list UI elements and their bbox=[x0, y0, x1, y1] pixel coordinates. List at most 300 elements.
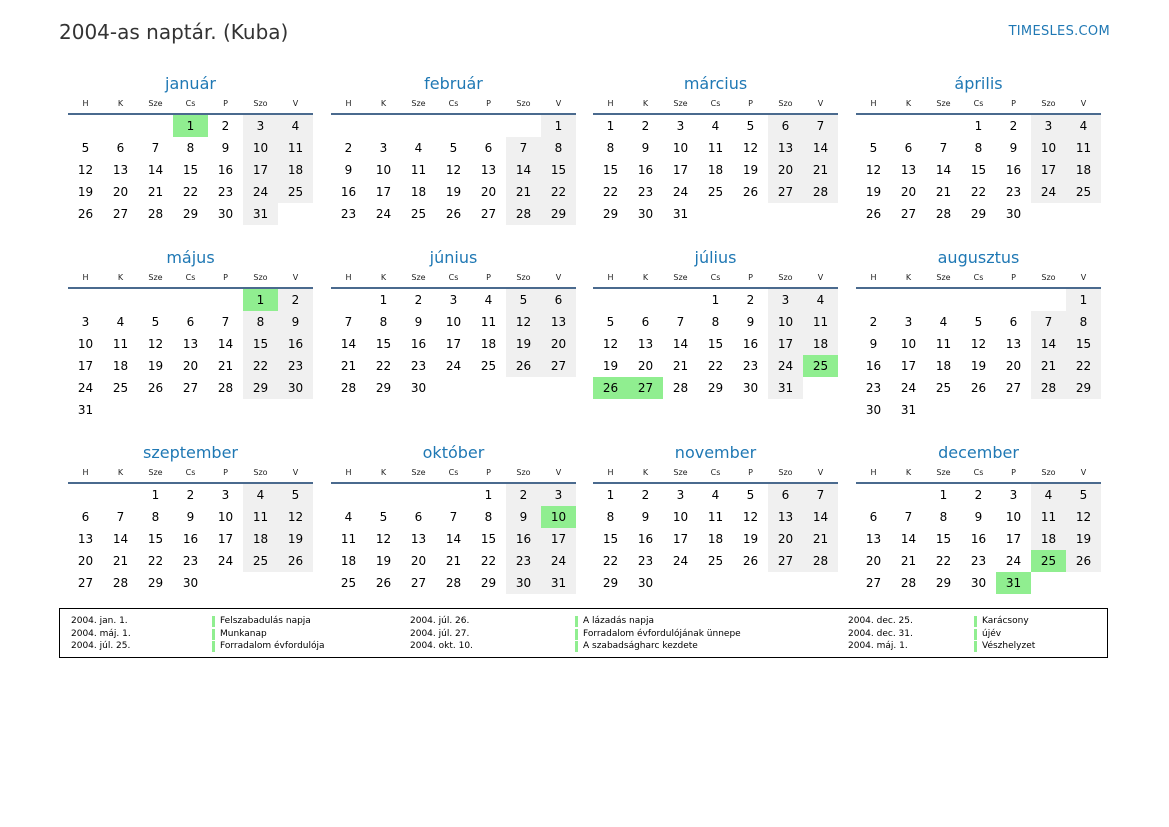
day-cell: 19 bbox=[742, 532, 759, 546]
weekday-label: K bbox=[117, 99, 124, 108]
day-cell: 14 bbox=[506, 159, 541, 181]
day-cell: 12 bbox=[278, 506, 313, 528]
day-cell: 15 bbox=[182, 163, 199, 177]
legend-holiday-name: A szabadságharc kezdete bbox=[583, 641, 698, 651]
day-cell: 8 bbox=[711, 315, 720, 329]
day-cell: 7 bbox=[151, 141, 160, 155]
day-cell: 20 bbox=[1005, 359, 1022, 373]
weekday-label: Szo bbox=[778, 99, 793, 108]
day-grid bbox=[331, 289, 576, 399]
day-cell: 14 bbox=[147, 163, 164, 177]
day-cell: 24 bbox=[900, 381, 917, 395]
empty-cell bbox=[891, 484, 926, 506]
month-name: január bbox=[165, 74, 216, 93]
day-cell: 23 bbox=[217, 185, 234, 199]
day-cell: 18 bbox=[707, 532, 724, 546]
month-name: november bbox=[674, 443, 757, 462]
day-cell: 16 bbox=[742, 337, 759, 351]
day-cell: 28 bbox=[1031, 377, 1066, 399]
day-cell: 7 bbox=[506, 137, 541, 159]
month-szeptember bbox=[68, 442, 313, 594]
day-cell: 18 bbox=[935, 359, 952, 373]
day-cell: 12 bbox=[147, 337, 164, 351]
month-name: április bbox=[954, 74, 1003, 93]
day-cell: 13 bbox=[768, 506, 803, 528]
day-cell: 25 bbox=[707, 554, 724, 568]
day-grid bbox=[856, 484, 1101, 594]
weekday-label: Cs bbox=[448, 99, 459, 108]
weekday-header bbox=[68, 95, 313, 115]
day-cell: 21 bbox=[445, 554, 462, 568]
month-április bbox=[856, 73, 1101, 225]
day-cell: 22 bbox=[707, 359, 724, 373]
day-cell: 1 bbox=[484, 488, 493, 502]
day-cell: 10 bbox=[243, 137, 278, 159]
day-cell: 22 bbox=[970, 185, 987, 199]
legend-holiday-name: újév bbox=[982, 628, 1002, 639]
month-name: június bbox=[429, 248, 478, 267]
day-cell: 15 bbox=[970, 163, 987, 177]
month-name: október bbox=[422, 443, 485, 462]
legend-holiday-name: Forradalom évfordulójának ünnepe bbox=[583, 628, 741, 639]
weekday-label: Sze bbox=[936, 273, 951, 282]
empty-cell bbox=[1066, 399, 1101, 421]
weekday-label: H bbox=[82, 468, 89, 477]
day-cell: 20 bbox=[480, 185, 497, 199]
day-cell: 12 bbox=[1066, 506, 1101, 528]
day-cell: 9 bbox=[344, 163, 353, 177]
month-name: július bbox=[694, 248, 737, 267]
empty-cell bbox=[996, 399, 1031, 421]
day-cell: 22 bbox=[602, 554, 619, 568]
day-cell: 9 bbox=[506, 506, 541, 528]
weekday-label: V bbox=[555, 99, 562, 108]
empty-cell bbox=[243, 572, 278, 594]
empty-cell bbox=[891, 289, 926, 311]
day-cell: 2 bbox=[221, 119, 230, 133]
legend-color-marker bbox=[575, 616, 578, 627]
day-cell: 18 bbox=[803, 333, 838, 355]
weekday-label: Szo bbox=[253, 468, 268, 477]
day-cell: 17 bbox=[768, 333, 803, 355]
day-cell: 4 bbox=[243, 484, 278, 506]
weekday-label: Szo bbox=[516, 468, 531, 477]
empty-cell bbox=[138, 289, 173, 311]
day-cell: 9 bbox=[1009, 141, 1018, 155]
weekday-label: V bbox=[1080, 99, 1087, 108]
day-cell: 7 bbox=[803, 484, 838, 506]
day-cell: 8 bbox=[606, 510, 615, 524]
day-cell: 11 bbox=[410, 163, 427, 177]
weekday-label: P bbox=[748, 273, 753, 282]
day-cell: 6 bbox=[1009, 315, 1018, 329]
month-július bbox=[593, 247, 838, 399]
day-cell: 23 bbox=[410, 359, 427, 373]
day-cell: 21 bbox=[112, 554, 129, 568]
empty-cell bbox=[663, 572, 698, 594]
month-name: december bbox=[938, 443, 1019, 462]
day-cell: 20 bbox=[112, 185, 129, 199]
empty-cell bbox=[331, 289, 366, 311]
day-cell: 5 bbox=[449, 141, 458, 155]
day-cell: 22 bbox=[1066, 355, 1101, 377]
day-cell: 29 bbox=[1066, 377, 1101, 399]
day-cell: 20 bbox=[77, 554, 94, 568]
day-cell: 8 bbox=[1066, 311, 1101, 333]
empty-cell bbox=[68, 115, 103, 137]
day-cell: 30 bbox=[637, 207, 654, 221]
legend-holiday-name: Karácsony bbox=[982, 616, 1029, 626]
day-cell: 4 bbox=[278, 115, 313, 137]
day-cell: 3 bbox=[676, 488, 685, 502]
day-cell: 7 bbox=[904, 510, 913, 524]
day-cell: 6 bbox=[186, 315, 195, 329]
day-cell: 1 bbox=[243, 289, 278, 311]
day-grid bbox=[68, 484, 313, 594]
weekday-label: V bbox=[555, 273, 562, 282]
empty-cell bbox=[593, 289, 628, 311]
empty-cell bbox=[1066, 572, 1101, 594]
day-cell: 24 bbox=[217, 554, 234, 568]
weekday-label: P bbox=[1011, 273, 1016, 282]
legend-date: 2004. jan. 1. bbox=[71, 616, 128, 626]
day-cell: 23 bbox=[970, 554, 987, 568]
day-cell: 10 bbox=[672, 141, 689, 155]
day-cell: 6 bbox=[484, 141, 493, 155]
empty-cell bbox=[768, 572, 803, 594]
day-cell: 11 bbox=[112, 337, 129, 351]
day-cell: 5 bbox=[606, 315, 615, 329]
page-title: 2004-as naptár. (Kuba) bbox=[59, 20, 289, 44]
day-cell: 23 bbox=[182, 554, 199, 568]
day-cell: 20 bbox=[541, 333, 576, 355]
empty-cell bbox=[278, 203, 313, 225]
day-cell: 29 bbox=[480, 576, 497, 590]
legend-holiday-name: Munkanap bbox=[220, 628, 267, 639]
day-cell: 23 bbox=[278, 355, 313, 377]
day-cell: 12 bbox=[506, 311, 541, 333]
weekday-label: V bbox=[555, 468, 562, 477]
legend-color-marker bbox=[212, 616, 215, 627]
site-link[interactable]: TIMESLES.COM bbox=[1008, 24, 1110, 39]
day-cell: 22 bbox=[147, 554, 164, 568]
weekday-header bbox=[593, 269, 838, 289]
weekday-label: Szo bbox=[253, 99, 268, 108]
day-cell: 10 bbox=[77, 337, 94, 351]
weekday-label: H bbox=[607, 273, 614, 282]
day-cell: 10 bbox=[1005, 510, 1022, 524]
day-cell: 29 bbox=[243, 377, 278, 399]
weekday-label: Sze bbox=[936, 99, 951, 108]
day-cell: 6 bbox=[768, 484, 803, 506]
day-cell: 20 bbox=[768, 159, 803, 181]
day-cell: 28 bbox=[340, 381, 357, 395]
day-cell: 26 bbox=[506, 355, 541, 377]
day-cell: 10 bbox=[217, 510, 234, 524]
month-november bbox=[593, 442, 838, 594]
day-cell: 18 bbox=[1066, 159, 1101, 181]
day-cell: 11 bbox=[243, 506, 278, 528]
weekday-label: K bbox=[905, 468, 912, 477]
empty-cell bbox=[138, 399, 173, 421]
weekday-label: Szo bbox=[516, 99, 531, 108]
day-cell: 5 bbox=[746, 119, 755, 133]
day-cell: 30 bbox=[410, 381, 427, 395]
legend-date: 2004. dec. 25. bbox=[848, 616, 913, 626]
day-cell: 13 bbox=[637, 337, 654, 351]
day-cell: 18 bbox=[410, 185, 427, 199]
weekday-label: Szo bbox=[516, 273, 531, 282]
weekday-label: Szo bbox=[1041, 468, 1056, 477]
day-cell: 8 bbox=[186, 141, 195, 155]
day-cell: 23 bbox=[637, 185, 654, 199]
day-cell: 3 bbox=[904, 315, 913, 329]
day-cell: 12 bbox=[742, 510, 759, 524]
weekday-label: H bbox=[870, 273, 877, 282]
day-cell: 17 bbox=[1031, 159, 1066, 181]
day-grid bbox=[856, 289, 1101, 421]
day-cell: 19 bbox=[742, 163, 759, 177]
day-cell: 15 bbox=[541, 159, 576, 181]
day-cell: 3 bbox=[243, 115, 278, 137]
month-május bbox=[68, 247, 313, 421]
day-cell: 2 bbox=[414, 293, 423, 307]
day-cell: 9 bbox=[869, 337, 878, 351]
day-cell: 6 bbox=[641, 315, 650, 329]
day-cell: 5 bbox=[278, 484, 313, 506]
day-cell: 24 bbox=[672, 185, 689, 199]
empty-cell bbox=[1066, 203, 1101, 225]
day-cell: 3 bbox=[379, 141, 388, 155]
empty-cell bbox=[436, 115, 471, 137]
day-cell: 28 bbox=[935, 207, 952, 221]
day-cell: 16 bbox=[970, 532, 987, 546]
legend-color-marker bbox=[212, 629, 215, 640]
day-cell: 26 bbox=[865, 207, 882, 221]
day-cell: 31 bbox=[672, 207, 689, 221]
day-cell: 17 bbox=[672, 532, 689, 546]
day-cell: 12 bbox=[865, 163, 882, 177]
day-cell: 2 bbox=[344, 141, 353, 155]
weekday-header bbox=[68, 269, 313, 289]
day-cell: 7 bbox=[221, 315, 230, 329]
weekday-label: Szo bbox=[778, 273, 793, 282]
weekday-label: H bbox=[345, 468, 352, 477]
day-cell: 19 bbox=[602, 359, 619, 373]
weekday-label: V bbox=[1080, 273, 1087, 282]
day-cell: 2 bbox=[186, 488, 195, 502]
weekday-label: Cs bbox=[973, 273, 984, 282]
weekday-label: Cs bbox=[973, 99, 984, 108]
day-cell: 22 bbox=[541, 181, 576, 203]
day-cell: 31 bbox=[541, 572, 576, 594]
day-cell: 24 bbox=[1031, 181, 1066, 203]
day-cell: 2 bbox=[746, 293, 755, 307]
empty-cell bbox=[471, 377, 506, 399]
day-cell: 3 bbox=[81, 315, 90, 329]
weekday-label: Cs bbox=[185, 468, 196, 477]
day-cell: 31 bbox=[996, 572, 1031, 594]
empty-cell bbox=[208, 289, 243, 311]
day-cell: 3 bbox=[449, 293, 458, 307]
day-cell: 24 bbox=[445, 359, 462, 373]
legend-date: 2004. máj. 1. bbox=[848, 641, 908, 651]
day-cell: 29 bbox=[935, 576, 952, 590]
weekday-label: K bbox=[642, 273, 649, 282]
empty-cell bbox=[996, 289, 1031, 311]
legend-color-marker bbox=[575, 629, 578, 640]
weekday-label: Sze bbox=[673, 99, 688, 108]
day-cell: 17 bbox=[77, 359, 94, 373]
empty-cell bbox=[733, 572, 768, 594]
day-cell: 7 bbox=[939, 141, 948, 155]
day-cell: 12 bbox=[445, 163, 462, 177]
day-cell: 30 bbox=[182, 576, 199, 590]
weekday-header bbox=[331, 464, 576, 484]
day-cell: 11 bbox=[480, 315, 497, 329]
day-cell: 15 bbox=[602, 532, 619, 546]
empty-cell bbox=[961, 289, 996, 311]
day-cell: 5 bbox=[746, 488, 755, 502]
day-cell: 14 bbox=[217, 337, 234, 351]
day-cell: 1 bbox=[606, 488, 615, 502]
weekday-label: Szo bbox=[253, 273, 268, 282]
day-cell: 30 bbox=[217, 207, 234, 221]
day-cell: 7 bbox=[116, 510, 125, 524]
weekday-header bbox=[331, 95, 576, 115]
day-cell: 9 bbox=[974, 510, 983, 524]
day-cell: 5 bbox=[869, 141, 878, 155]
day-cell: 1 bbox=[173, 115, 208, 137]
legend-date: 2004. júl. 27. bbox=[410, 628, 470, 639]
day-cell: 16 bbox=[637, 532, 654, 546]
day-cell: 15 bbox=[1066, 333, 1101, 355]
day-cell: 1 bbox=[541, 115, 576, 137]
day-cell: 9 bbox=[278, 311, 313, 333]
day-cell: 29 bbox=[182, 207, 199, 221]
day-cell: 21 bbox=[217, 359, 234, 373]
weekday-label: Sze bbox=[673, 273, 688, 282]
day-cell: 24 bbox=[1005, 554, 1022, 568]
weekday-label: H bbox=[82, 273, 89, 282]
day-cell: 8 bbox=[939, 510, 948, 524]
empty-cell bbox=[926, 115, 961, 137]
day-cell: 29 bbox=[541, 203, 576, 225]
day-cell: 15 bbox=[602, 163, 619, 177]
day-cell: 28 bbox=[112, 576, 129, 590]
weekday-label: K bbox=[642, 99, 649, 108]
empty-cell bbox=[208, 572, 243, 594]
day-grid bbox=[68, 289, 313, 421]
day-cell: 14 bbox=[445, 532, 462, 546]
day-cell: 22 bbox=[375, 359, 392, 373]
weekday-label: V bbox=[817, 273, 824, 282]
legend-color-marker bbox=[974, 629, 977, 640]
legend-color-marker bbox=[974, 641, 977, 652]
day-cell: 20 bbox=[637, 359, 654, 373]
day-cell: 27 bbox=[865, 576, 882, 590]
day-cell: 14 bbox=[672, 337, 689, 351]
day-cell: 19 bbox=[970, 359, 987, 373]
weekday-label: K bbox=[117, 273, 124, 282]
month-augusztus bbox=[856, 247, 1101, 421]
day-cell: 13 bbox=[410, 532, 427, 546]
empty-cell bbox=[698, 203, 733, 225]
empty-cell bbox=[436, 484, 471, 506]
empty-cell bbox=[698, 572, 733, 594]
day-cell: 10 bbox=[541, 506, 576, 528]
weekday-header bbox=[856, 464, 1101, 484]
day-cell: 11 bbox=[803, 311, 838, 333]
day-cell: 16 bbox=[182, 532, 199, 546]
weekday-header bbox=[68, 464, 313, 484]
day-cell: 9 bbox=[641, 141, 650, 155]
day-cell: 25 bbox=[707, 185, 724, 199]
day-cell: 31 bbox=[77, 403, 94, 417]
empty-cell bbox=[891, 115, 926, 137]
day-cell: 19 bbox=[147, 359, 164, 373]
day-cell: 3 bbox=[1009, 488, 1018, 502]
day-cell: 14 bbox=[803, 506, 838, 528]
weekday-label: Cs bbox=[710, 99, 721, 108]
empty-cell bbox=[1031, 289, 1066, 311]
empty-cell bbox=[331, 115, 366, 137]
day-cell: 1 bbox=[974, 119, 983, 133]
day-cell: 11 bbox=[707, 510, 724, 524]
day-cell: 26 bbox=[742, 185, 759, 199]
day-cell: 6 bbox=[904, 141, 913, 155]
day-cell: 22 bbox=[182, 185, 199, 199]
day-cell: 13 bbox=[480, 163, 497, 177]
day-cell: 28 bbox=[672, 381, 689, 395]
day-cell: 2 bbox=[974, 488, 983, 502]
day-cell: 30 bbox=[637, 576, 654, 590]
day-cell: 26 bbox=[593, 377, 628, 399]
day-cell: 4 bbox=[116, 315, 125, 329]
day-cell: 29 bbox=[375, 381, 392, 395]
empty-cell bbox=[926, 289, 961, 311]
day-cell: 16 bbox=[506, 528, 541, 550]
day-cell: 15 bbox=[480, 532, 497, 546]
day-cell: 16 bbox=[217, 163, 234, 177]
day-cell: 13 bbox=[182, 337, 199, 351]
weekday-label: H bbox=[345, 99, 352, 108]
weekday-label: P bbox=[223, 468, 228, 477]
empty-cell bbox=[628, 289, 663, 311]
day-cell: 25 bbox=[410, 207, 427, 221]
day-cell: 17 bbox=[672, 163, 689, 177]
day-cell: 28 bbox=[506, 203, 541, 225]
day-cell: 10 bbox=[900, 337, 917, 351]
day-cell: 13 bbox=[112, 163, 129, 177]
legend-holiday-name: Vészhelyzet bbox=[982, 641, 1036, 651]
day-cell: 8 bbox=[484, 510, 493, 524]
empty-cell bbox=[768, 203, 803, 225]
day-cell: 24 bbox=[77, 381, 94, 395]
day-cell: 15 bbox=[935, 532, 952, 546]
day-cell: 31 bbox=[900, 403, 917, 417]
day-cell: 23 bbox=[340, 207, 357, 221]
weekday-label: P bbox=[486, 273, 491, 282]
weekday-label: V bbox=[1080, 468, 1087, 477]
weekday-label: H bbox=[870, 468, 877, 477]
weekday-label: P bbox=[223, 99, 228, 108]
day-cell: 27 bbox=[900, 207, 917, 221]
day-cell: 8 bbox=[541, 137, 576, 159]
day-cell: 11 bbox=[1031, 506, 1066, 528]
day-cell: 14 bbox=[112, 532, 129, 546]
weekday-label: Sze bbox=[411, 99, 426, 108]
